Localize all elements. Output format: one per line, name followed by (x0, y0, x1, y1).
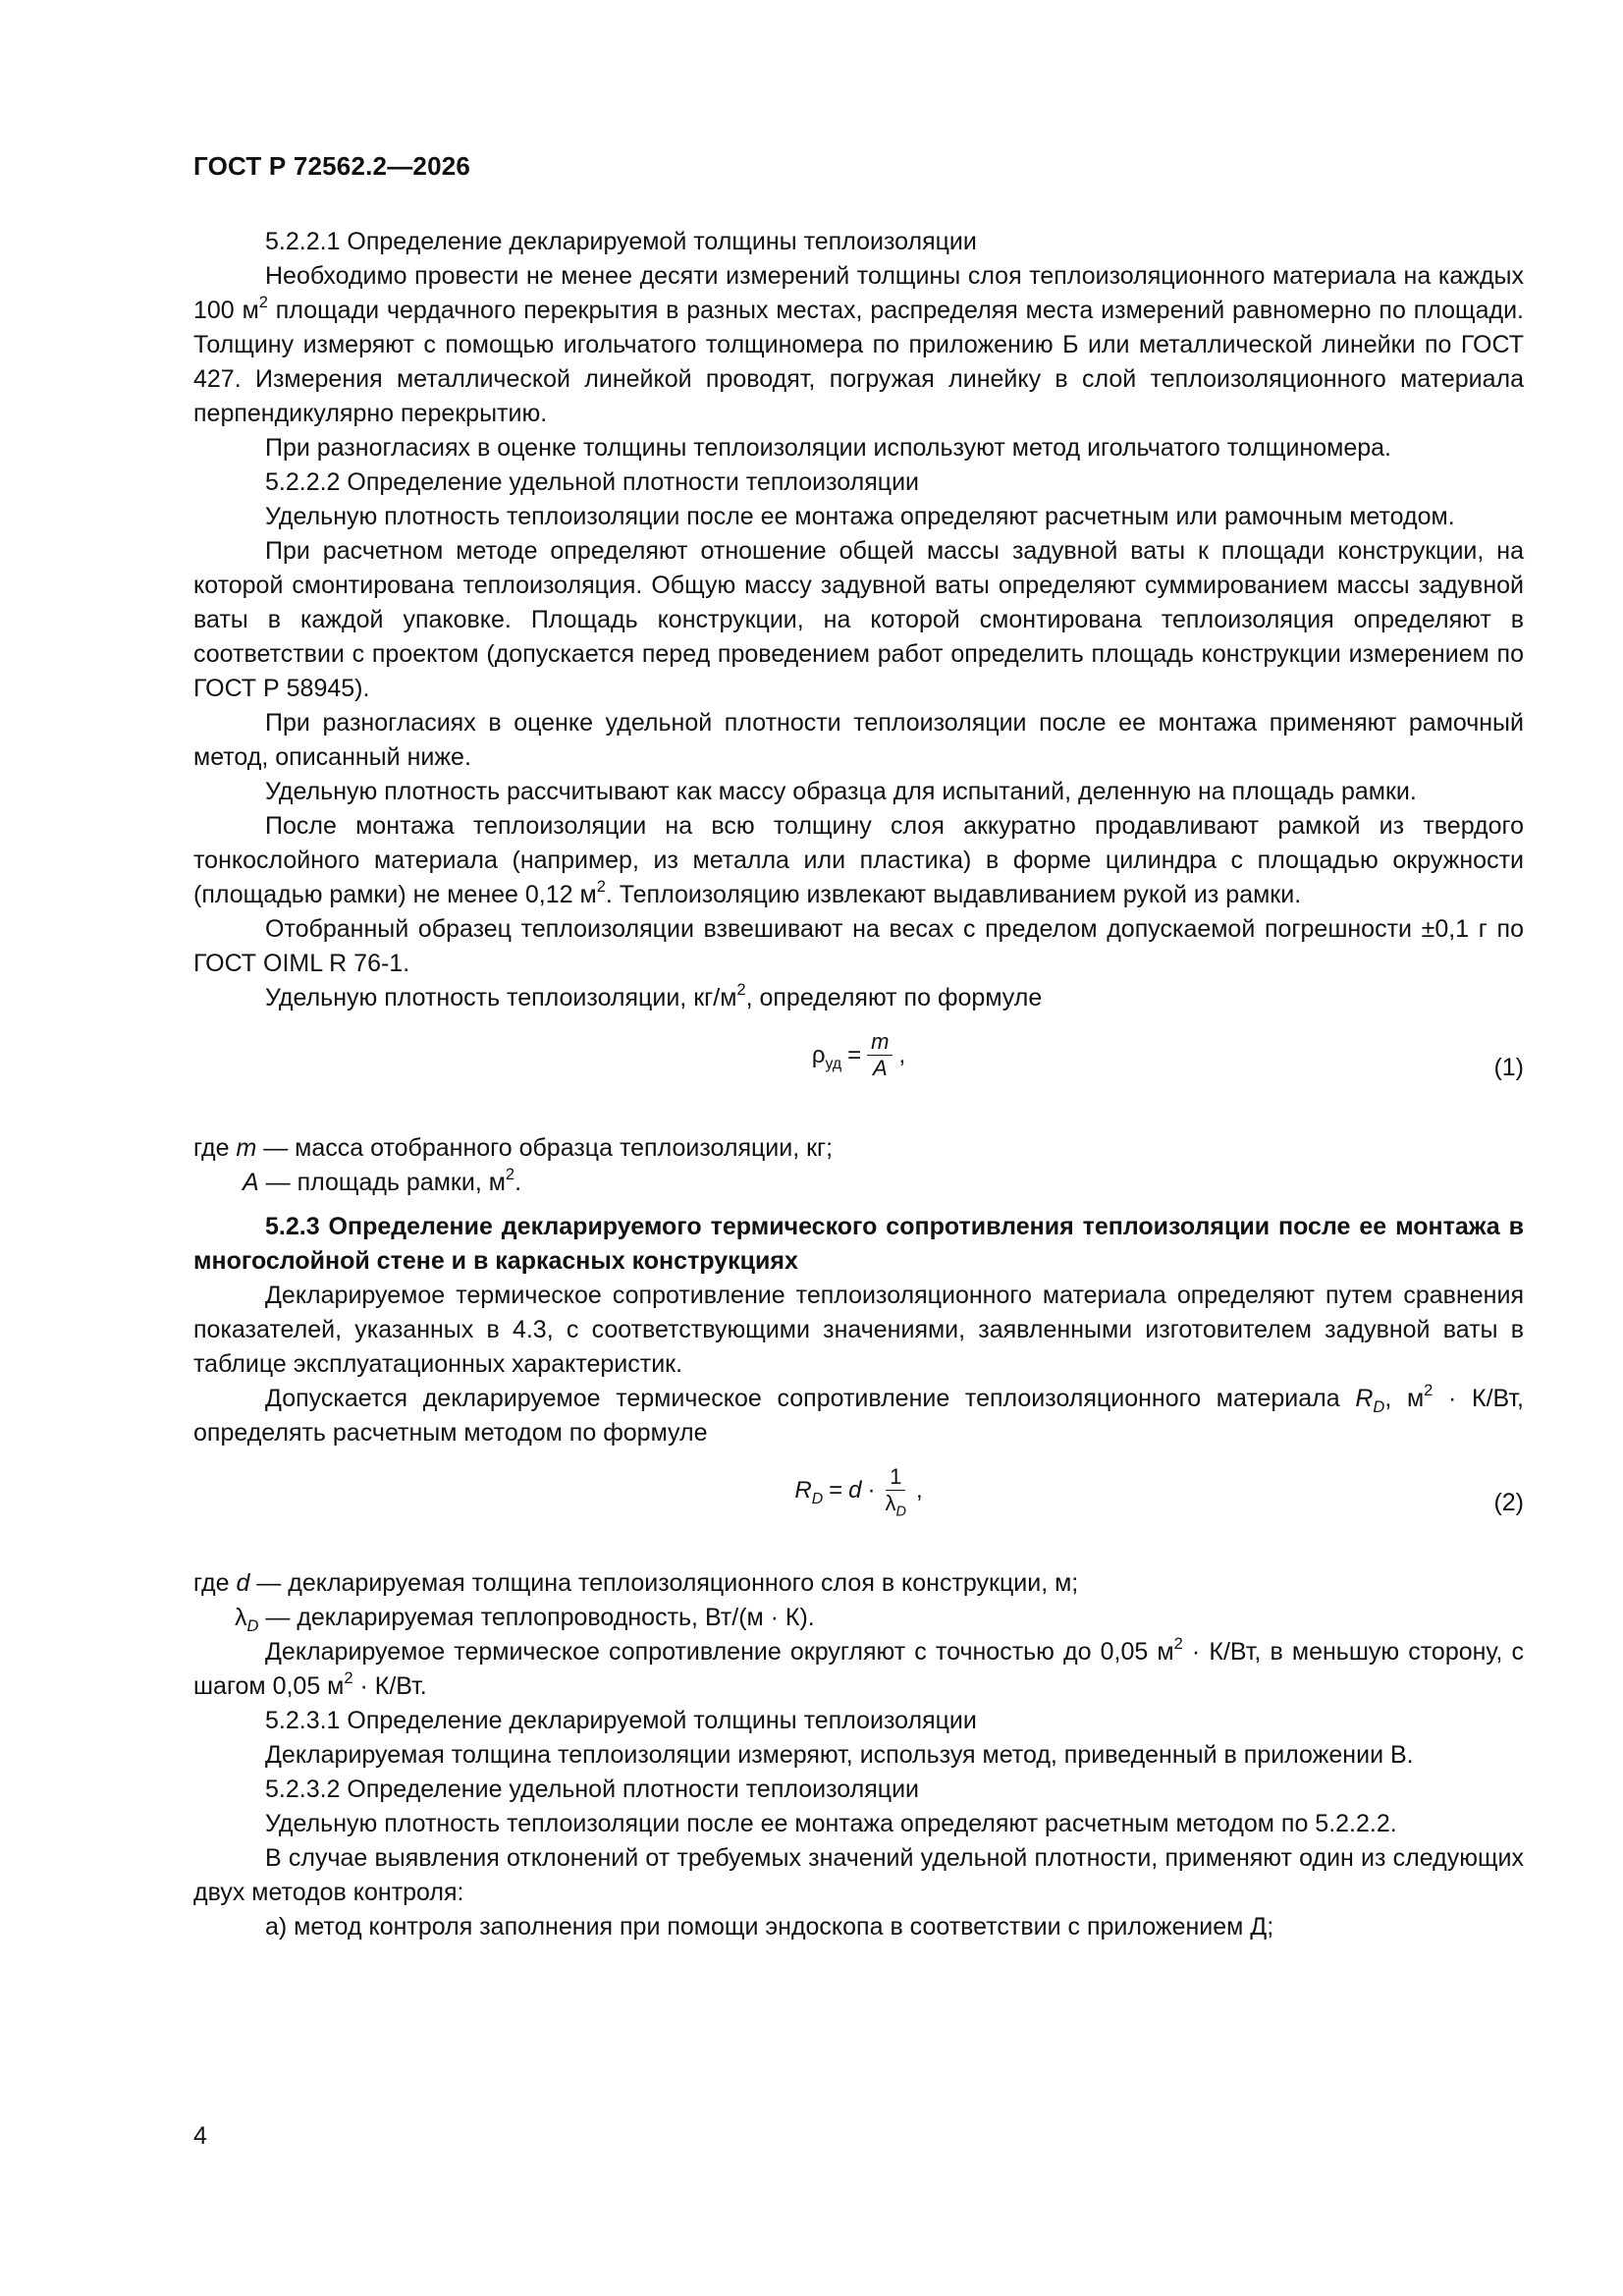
superscript: 2 (736, 981, 746, 1000)
paragraph-calculation-method: При расчетном методе определяют отношение общей массы задувной ваты к площади конструкции, на которой смонтирована теплоизоляция. Общую массу задувной ваты определяют суммированием массы задувной ваты в каждой упаковке. Площадь конструкции, на которой смонтирована теплоизоляция определяют в соответствии с проектом (допускается перед проведением работ определить площадь конструкции измерением по ГОСТ Р 58945). (193, 537, 1524, 702)
where-prefix: где (193, 1569, 237, 1597)
document-code-header: ГОСТ Р 72562.2—2026 (193, 151, 471, 181)
subscript: D (246, 1617, 259, 1635)
clause-5-2-3-1-title: 5.2.3.1 Определение декларируемой толщины теплоизоляции (265, 1707, 977, 1734)
clause-5-2-2-2-title: 5.2.2.2 Определение удельной плотности теплоизоляции (265, 468, 920, 496)
lambda-symbol: λ (235, 1604, 247, 1631)
denominator (882, 1491, 910, 1520)
fraction (882, 1464, 910, 1520)
superscript: 2 (1424, 1382, 1434, 1400)
paragraph-calc-method-intro (193, 1382, 1524, 1450)
paragraph-text: Необходимо провести не менее десяти измерений толщины слоя теплоизоляционного материала на каждых 100 м (193, 262, 1524, 324)
superscript: 2 (596, 878, 606, 897)
clause-5-2-3-heading: 5.2.3 Определение декларируемого термического сопротивления теплоизоляции после ее монтажа в многослойной стене и в каркасных конструкциях (193, 1213, 1524, 1275)
paragraph-text: · К/Вт, определять расчетным методом по формуле (193, 1385, 1525, 1447)
definition-text: — декларируемая теплопроводность, Вт/(м · К). (258, 1604, 815, 1631)
paragraph-text: Допускается декларируемое термическое сопротивление теплоизоляционного материала (265, 1385, 1356, 1412)
superscript: 2 (1173, 1635, 1183, 1654)
formula-2-lhs (794, 1473, 823, 1507)
formula-comma: , (915, 1477, 923, 1503)
paragraph-weighing: Отобранный образец теплоизоляции взвешивают на весах с пределом допускаемой погрешности ±0,1 г по ГОСТ OIML R 76-1. (193, 915, 1524, 977)
denominator: A (872, 1056, 888, 1080)
where-lambda-definition (193, 1601, 1524, 1635)
definition-text: — декларируемая толщина теплоизоляционного слоя в конструкции, м; (249, 1569, 1079, 1597)
definition-tail: . (514, 1169, 522, 1196)
multiply-dot: · (867, 1477, 876, 1503)
subscript: D (811, 1490, 824, 1507)
paragraph-text: , определяют по формуле (745, 984, 1043, 1011)
formula-1-lhs (812, 1038, 841, 1072)
paragraph-disagreement-density: При разногласиях в оценке удельной плотности теплоизоляции после ее монтажа применяют рамочный метод, описанный ниже. (193, 709, 1524, 771)
subscript: уд (825, 1055, 842, 1072)
equals-sign: = (829, 1477, 843, 1503)
paragraph-rounding (193, 1635, 1524, 1704)
fraction (867, 1029, 893, 1081)
unit-text: м (1406, 1385, 1425, 1412)
page-number: 4 (193, 2122, 207, 2150)
paragraph-text: . Теплоизоляцию извлекают выдавливанием рукой из рамки. (605, 881, 1302, 908)
paragraph-deviation-control: В случае выявления отклонений от требуемых значений удельной плотности, применяют один из следующих двух методов контроля: (193, 1844, 1524, 1906)
definition-text: — площадь рамки, м (258, 1169, 506, 1196)
symbol-d: d (848, 1477, 862, 1503)
paragraph-density-methods: Удельную плотность теплоизоляции после ее монтажа определяют расчетным или рамочным методом. (265, 503, 1455, 530)
superscript: 2 (505, 1166, 515, 1184)
formula-2-number: (2) (1493, 1489, 1524, 1516)
symbol-d: d (236, 1569, 250, 1597)
symbol-r: R (794, 1477, 812, 1503)
subscript: D (1373, 1398, 1385, 1416)
where-d-definition (193, 1566, 1524, 1601)
formula-2 (193, 1464, 1524, 1520)
comma: , (1384, 1385, 1392, 1412)
paragraph-text: площади чердачного перекрытия в разных местах, распределяя места измерений равномерно по площади. Толщину измеряют с помощью игольчатого толщиномера по приложению Б или металлической линейки по ГОСТ 427. Измерения металлической линейкой проводят, погружая линейку в слой теплоизоляционного материала перпендикулярно перекрытию. (193, 297, 1524, 427)
formula-2-row (193, 1464, 1524, 1555)
paragraph-text: · К/Вт. (352, 1672, 427, 1700)
clause-5-2-3-2-title: 5.2.3.2 Определение удельной плотности теплоизоляции (265, 1776, 920, 1803)
paragraph-disagreement-thickness: При разногласиях в оценке толщины теплоизоляции используют метод игольчатого толщиномера. (265, 434, 1391, 462)
symbol-a: A (243, 1169, 259, 1196)
paragraph-formula-intro (193, 981, 1524, 1015)
paragraph-text: · К/Вт, в меньшую сторону, с шагом 0,05 м (193, 1638, 1524, 1700)
numerator: m (867, 1029, 893, 1056)
document-body (193, 225, 1524, 1944)
formula-1-row (193, 1029, 1524, 1120)
paragraph-text: Удельную плотность теплоизоляции, кг/м (265, 984, 737, 1011)
paragraph-frame-method (193, 809, 1524, 912)
paragraph-thickness-method: Декларируемая толщина теплоизоляции измеряют, используя метод, приведенный в приложении В. (265, 1741, 1414, 1769)
superscript: 2 (344, 1669, 353, 1688)
formula-1-number: (1) (1493, 1054, 1524, 1081)
list-item-a: а) метод контроля заполнения при помощи эндоскопа в соответствии с приложением Д; (265, 1913, 1274, 1941)
equals-sign: = (847, 1042, 862, 1068)
lambda-symbol: λ (885, 1491, 896, 1515)
where-m-definition (193, 1131, 1524, 1166)
paragraph-density-by-calc: Удельную плотность теплоизоляции после ее монтажа определяют расчетным методом по 5.2.2.2. (265, 1810, 1397, 1837)
superscript: 2 (258, 294, 268, 312)
definition-text: — масса отобранного образца теплоизоляции, кг; (256, 1134, 834, 1162)
where-prefix: где (193, 1134, 237, 1162)
rho-symbol: ρ (811, 1042, 826, 1068)
paragraph-thermal-resistance: Декларируемое термическое сопротивление теплоизоляционного материала определяют путем сравнения показателей, указанных в 4.3, с соответствующими значениями, заявленными изготовителем задувной ваты в таблице эксплуатационных характеристик. (193, 1282, 1524, 1378)
paragraph-density-calculation: Удельную плотность рассчитывают как массу образца для испытаний, деленную на площадь рамки. (265, 778, 1417, 805)
numerator: 1 (886, 1464, 905, 1491)
paragraph-text: Декларируемое термическое сопротивление округляют с точностью до 0,05 м (265, 1638, 1174, 1666)
symbol-r: R (1355, 1385, 1374, 1412)
paragraph-text: После монтажа теплоизоляции на всю толщину слоя аккуратно продавливают рамкой из твердого тонкослойного материала (например, из металла или пластика) в форме цилиндра с площадью окружности (площадью рамки) не менее 0,12 м (193, 812, 1524, 908)
paragraph-thickness-measurement (193, 259, 1524, 431)
clause-5-2-2-1-title: 5.2.2.1 Определение декларируемой толщины теплоизоляции (265, 228, 977, 255)
where-a-definition (193, 1166, 1524, 1200)
symbol-m: m (236, 1134, 257, 1162)
formula-1 (193, 1029, 1524, 1081)
subscript: D (895, 1503, 906, 1520)
formula-comma: , (898, 1042, 906, 1068)
